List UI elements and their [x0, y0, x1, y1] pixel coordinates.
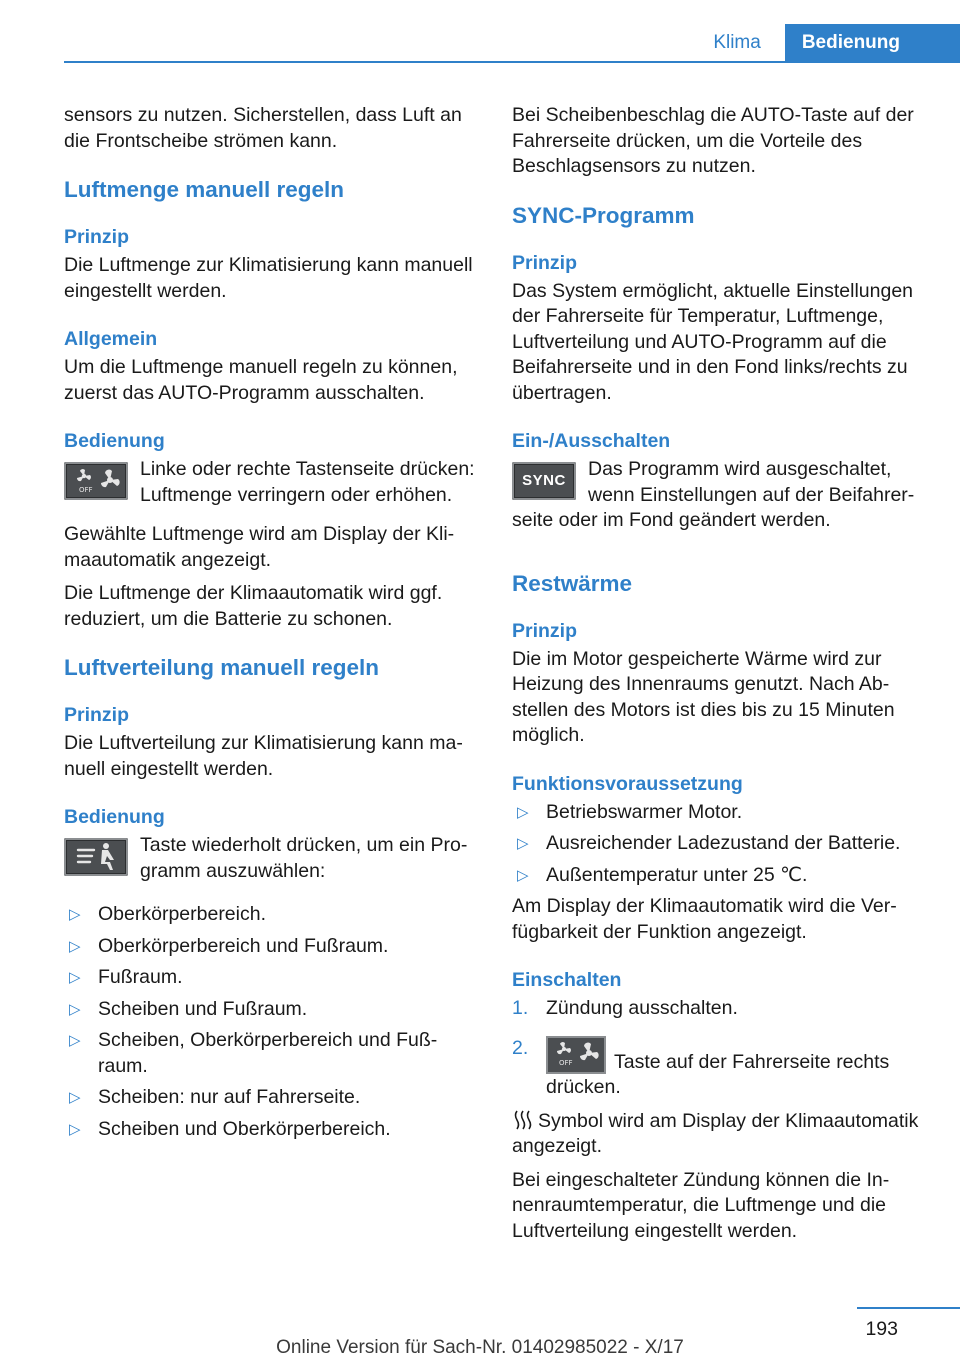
triangle-bullet-icon: ▷ [69, 1089, 81, 1106]
paragraph: Symbol wird am Display der Klimaautomatik angezeigt. [512, 1109, 919, 1157]
header-rule [64, 61, 960, 63]
list-item: ▷ Fußraum. [64, 965, 476, 991]
requirements-list [512, 800, 928, 889]
triangle-bullet-icon: ▷ [517, 835, 529, 852]
triangle-bullet-icon: ▷ [69, 1000, 81, 1018]
section-title-luftmenge: Luftmenge manuell regeln [64, 177, 345, 202]
triangle-bullet-icon: ▷ [69, 969, 81, 986]
tab-klima: Klima [713, 32, 761, 53]
subheading-einschalten: Einschalten [512, 969, 622, 991]
list-item: ▷ Betriebswarmer Motor. [512, 800, 928, 826]
subheading-prinzip: Prinzip [512, 619, 578, 642]
paragraph: Die Luftmenge der Klimaautomatik wird ggf. reduziert, um die Batterie zu schonen. [64, 582, 443, 630]
subheading-allgemein: Allgemein [64, 328, 158, 350]
list-item: 2. OFF Taste auf der Fahrerseite rechts drücken. [512, 1036, 890, 1098]
paragraph: Die Luftmenge zur Klimatisierung kann manuell eingestellt werden. [64, 254, 473, 302]
subheading-bedienung: Bedienung [64, 806, 165, 828]
paragraph-text: Das Programm wird ausgeschaltet, wenn Einstellungen auf der Beifahrerseite oder im Fond geändert werden. [512, 458, 915, 531]
list-item: ▷ Scheiben, Oberkörperbereich und Fußraum. [69, 1029, 438, 1077]
paragraph: Bei eingeschalteter Zündung können die Innenraumtemperatur, die Luftmenge und die Luftverteilung eingestellt werden. [512, 1168, 890, 1242]
air-distribution-list [64, 902, 476, 1142]
paragraph: Gewählte Luftmenge wird am Display der Klimaautomatik angezeigt. [64, 523, 455, 571]
steps-list [512, 996, 928, 1101]
subheading-prinzip: Prinzip [64, 226, 130, 248]
paragraph-text: Taste wiederholt drücken, um ein Programm auszuwählen: [140, 834, 468, 882]
triangle-bullet-icon: ▷ [517, 866, 529, 884]
right-column [512, 103, 928, 1252]
paragraph: Die im Motor gespeicherte Wärme wird zur Heizung des Innenraums genutzt. Nach Abstellen des Motors ist dies bis zu 15 Minuten möglich. [512, 647, 895, 746]
triangle-bullet-icon: ▷ [517, 803, 529, 821]
header-tabs [689, 24, 960, 62]
subheading-prinzip: Prinzip [512, 251, 578, 274]
subheading-ein-ausschalten: Ein-/Ausschalten [512, 430, 671, 452]
list-item: ▷ Ausreichender Ladezustand der Batterie. [512, 831, 928, 857]
list-item: ▷ Scheiben und Oberkörperbereich. [64, 1117, 476, 1143]
list-item: ▷ Oberkörperbereich. [64, 902, 476, 928]
air-distribution-button-icon [64, 838, 128, 876]
paragraph-text: Linke oder rechte Tastenseite drücken: Luftmenge verringern oder erhöhen. [140, 458, 475, 506]
svg-text:OFF: OFF [79, 486, 93, 494]
triangle-bullet-icon: ▷ [69, 1032, 81, 1049]
list-item: ▷ Außentemperatur unter 25 ℃. [512, 863, 928, 889]
footer-online-version: Online Version für Sach-Nr. 01402985022 - X/17 [276, 1337, 684, 1358]
list-item: 1. Zündung ausschalten. [512, 997, 738, 1019]
fan-off-button-icon [64, 462, 128, 500]
intro-paragraph: Bei Scheibenbeschlag die AUTO-Taste auf der Fahrerseite drücken, um die Vorteile des Beschlagsensors zu nutzen. [512, 104, 914, 177]
icon-paragraph [512, 457, 928, 534]
tab-bedienung: Bedienung [785, 24, 960, 62]
sync-button-icon: SYNC [512, 462, 576, 500]
page-number: 193 [865, 1318, 898, 1340]
section-title-luftverteilung: Luftverteilung manuell regeln [64, 655, 380, 680]
triangle-bullet-icon: ▷ [69, 937, 81, 955]
fan-off-button-icon [546, 1036, 606, 1074]
triangle-bullet-icon: ▷ [69, 1120, 81, 1138]
triangle-bullet-icon: ▷ [69, 906, 81, 923]
left-column [64, 103, 476, 1148]
subheading-prinzip: Prinzip [64, 704, 130, 726]
paragraph: Am Display der Klimaautomatik wird die Verfügbarkeit der Funktion angezeigt. [512, 895, 897, 943]
paragraph: Um die Luftmenge manuell regeln zu können, zuerst das AUTO-Programm ausschalten. [64, 356, 458, 404]
icon-paragraph [64, 457, 476, 508]
list-item: ▷ Oberkörperbereich und Fußraum. [64, 934, 476, 960]
paragraph: Die Luftverteilung zur Klimatisierung kann manuell eingestellt werden. [64, 732, 463, 780]
list-item: ▷ Scheiben und Fußraum. [64, 997, 476, 1023]
residual-heat-icon [512, 1110, 534, 1130]
section-title-restwaerme: Restwärme [512, 570, 633, 596]
list-item: ▷ Scheiben: nur auf Fahrerseite. [64, 1085, 476, 1111]
icon-paragraph [64, 833, 476, 884]
footer-rule [857, 1307, 960, 1309]
svg-text:OFF: OFF [559, 1058, 573, 1067]
subheading-bedienung: Bedienung [64, 430, 165, 452]
intro-paragraph: sensors zu nutzen. Sicherstellen, dass Luft an die Frontscheibe strömen kann. [64, 104, 462, 152]
subheading-funktionsvoraussetzung: Funktionsvoraussetzung [512, 772, 743, 795]
paragraph: Das System ermöglicht, aktuelle Einstellungen der Fahrerseite für Temperatur, Luftmenge, Luftverteilung und AUTO-Programm auf die Beifahrerseite und in den Fond links/rechts zu übertragen. [512, 279, 914, 404]
section-title-sync: SYNC-Programm [512, 202, 695, 228]
